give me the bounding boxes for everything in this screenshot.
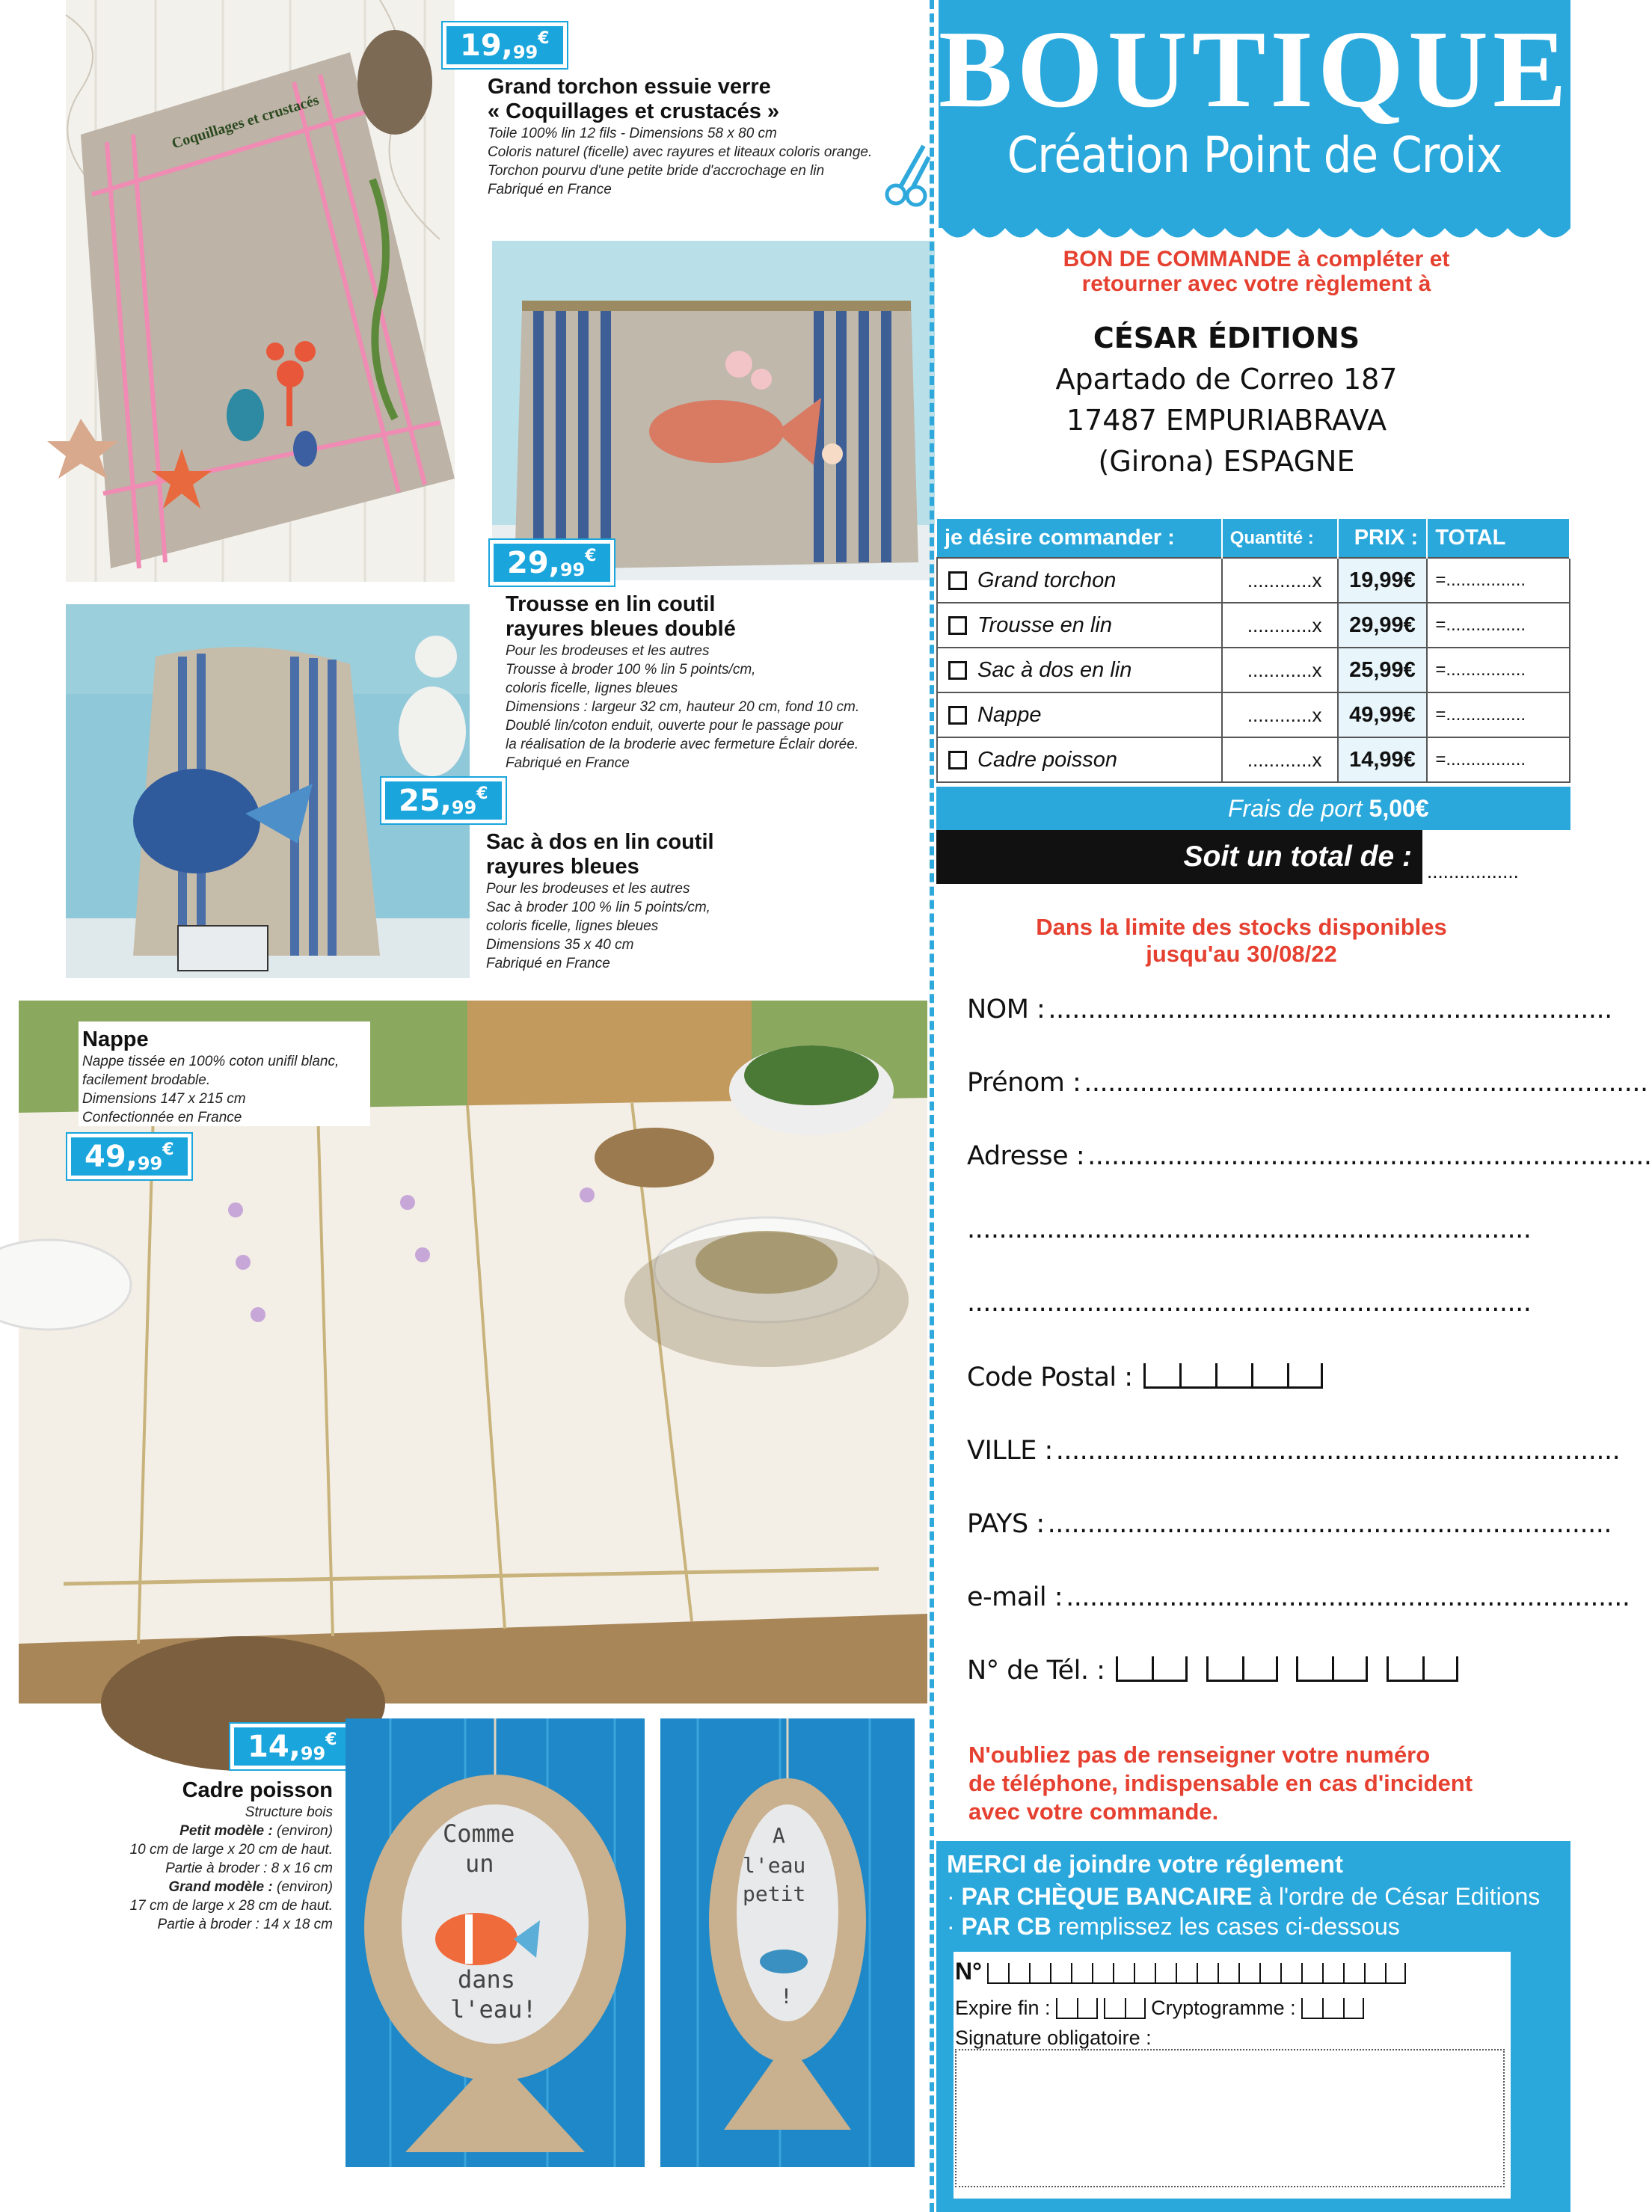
sac-title-1: Sac à dos en lin coutil [486,830,714,854]
adresse-line-2[interactable]: ....................................................................... [967,1214,1532,1244]
signature-label: Signature obligatoire : [955,2027,1152,2049]
order-header-price: PRIX : [1338,519,1428,558]
checkbox-trousse[interactable] [948,616,967,635]
checkbox-sac[interactable] [948,661,967,680]
price-torchon: 19,99€ [443,22,567,68]
total-field[interactable]: =................ [1427,603,1570,648]
total-field[interactable]: =................ [1427,737,1570,782]
price-cadre: 14,99€ [230,1724,354,1769]
cadre-2-text-4: ! [780,1984,793,2009]
stock-notice: Dans la limite des stocks disponibles jusqu'au 30/08/22 [1036,914,1447,967]
boutique-title: BOUTIQUE [939,8,1571,131]
cadre-2-text-3: petit [743,1881,806,1906]
cadre-2-text-1: A [773,1823,785,1848]
checkbox-grand-torchon[interactable] [948,571,967,590]
cadre-2-text-2: l'eau [743,1853,806,1878]
ville-field[interactable]: VILLE : ....................................................................... [967,1436,1621,1466]
trousse-description: Trousse en lin coutil rayures bleues doublé Pour les brodeuses et les autres Trousse à broder 100 % lin 5 points/cm, coloris ficelle, lignes bleues Dimensions : largeur 32 cm, hauteur 20 cm, fond 10 cm. Doublé lin/coton enduit, ouverte pour le passage pour la réalisation de la broderie avec fermeture Éclair dorée. Fabriqué en France [506,592,924,772]
header-wave [939,217,1570,247]
cut-line [930,0,934,2212]
expiry-field[interactable]: Expire fin : [955,1997,1146,2019]
trousse-photo [492,241,935,580]
cadre-1-text-3: dans [458,1965,516,1994]
payment-title: MERCI de joindre votre réglement [947,1850,1343,1878]
qty-field[interactable]: ............x [1222,558,1338,603]
payment-cb: · PAR CB remplissez les cases ci-dessous [947,1913,1400,1940]
cadre-photo-1 [346,1718,645,2167]
grand-total-label: Soit un total de : [936,830,1422,884]
grand-total-field[interactable]: ................. [1427,860,1519,882]
qty-field[interactable]: ............x [1222,648,1338,692]
company-name: CÉSAR ÉDITIONS [1093,322,1360,354]
order-header-product: je désire commander : [937,519,1222,558]
order-row: Nappe ............x 49,99€ =................ [937,692,1570,737]
sac-title-2: rayures bleues [486,855,639,879]
card-details-box [954,1952,1511,2199]
shipping-address: CÉSAR ÉDITIONS Apartado de Correo 187 17487 EMPURIABRAVA (Girona) ESPAGNE [987,318,1466,482]
price-trousse: 29,99€ [490,540,614,586]
torchon-title-1: Grand torchon essuie verre [488,75,771,99]
code-postal-field[interactable]: Code Postal : [967,1362,1323,1395]
cadre-description: Cadre poisson Structure bois Petit modèle : (environ) 10 cm de large x 20 cm de haut. Partie à broder : 8 x 16 cm Grand modèle : (environ) 17 cm de large x 28 cm de haut. Partie à broder : 14 x 18 cm [75,1778,333,1934]
pays-field[interactable]: PAYS : ....................................................................... [967,1509,1612,1539]
card-number-field[interactable]: N° [955,1958,1406,1985]
trousse-title-2: rayures bleues doublé [506,617,736,641]
adresse-line-3[interactable]: ....................................................................... [967,1288,1532,1318]
torchon-title-2: « Coquillages et crustacés » [488,99,780,123]
nappe-title: Nappe [82,1027,149,1051]
price-sac: 25,99€ [381,778,506,823]
qty-field[interactable]: ............x [1222,692,1338,737]
nom-field[interactable]: NOM : ....................................................................... [967,995,1612,1024]
total-field[interactable]: =................ [1427,558,1570,603]
cadre-title: Cadre poisson [182,1778,333,1802]
nappe-description: Nappe Nappe tissée en 100% coton unifil blanc, facilement brodable. Dimensions 147 x 215 cm Confectionnée en France [82,1027,366,1127]
adresse-field[interactable]: Adresse : ....................................................................... [967,1141,1652,1171]
torchon-photo [66,0,455,582]
torchon-embroidery-text: Coquillages et crustacés [170,91,322,153]
email-field[interactable]: e-mail : ....................................................................... [967,1582,1630,1612]
scissors-icon [882,142,935,209]
cadre-1-text-4: l'eau! [450,1995,537,2024]
boutique-subtitle: Création Point de Croix [1007,126,1502,184]
tel-field[interactable]: N° de Tél. : [967,1656,1458,1689]
checkbox-cadre[interactable] [948,751,967,769]
phone-reminder: N'oubliez pas de renseigner votre numéro de téléphone, indispensable en cas d'incident avec votre commande. [968,1742,1473,1825]
checkbox-nappe[interactable] [948,706,967,725]
shipping-fee: Frais de port 5,00€ [936,787,1570,830]
order-table [936,519,1570,783]
total-field[interactable]: =................ [1427,648,1570,692]
boutique-header [939,0,1570,228]
qty-field[interactable]: ............x [1222,737,1338,782]
order-row: Cadre poisson ............x 14,99€ =................ [937,737,1570,782]
order-intro: BON DE COMMANDE à compléter et retourner avec votre règlement à [1063,247,1450,296]
trousse-title-1: Trousse en lin coutil [506,592,716,616]
signature-area[interactable] [955,2049,1505,2187]
cadre-1-text-2: un [465,1849,494,1878]
sac-description: Sac à dos en lin coutil rayures bleues Pour les brodeuses et les autres Sac à broder 100 % lin 5 points/cm, coloris ficelle, lignes bleues Dimensions 35 x 40 cm Fabriqué en France [486,830,920,973]
total-field[interactable]: =................ [1427,692,1570,737]
order-row: Trousse en lin ............x 29,99€ =................ [937,603,1570,648]
qty-field[interactable]: ............x [1222,603,1338,648]
order-header-qty: Quantité : [1222,519,1338,558]
torchon-description: Grand torchon essuie verre « Coquillages et crustacés » Toile 100% lin 12 fils - Dimensions 58 x 80 cm Coloris naturel (ficelle) avec rayures et liteaux coloris orange. Torchon pourvu d'une petite bride d'accrochage en lin Fabriqué en France [488,75,906,199]
order-header-total: TOTAL [1427,519,1570,558]
cadre-1-text-1: Comme [443,1819,515,1848]
cvv-field[interactable]: Cryptogramme : [1151,1997,1364,2019]
order-row: Sac à dos en lin ............x 25,99€ =................ [937,648,1570,692]
cadre-photo-2 [660,1718,915,2167]
prenom-field[interactable]: Prénom : ....................................................................... [967,1068,1648,1098]
price-nappe: 49,99€ [67,1134,191,1179]
order-row: Grand torchon ............x 19,99€ =................ [937,558,1570,603]
payment-cheque: · PAR CHÈQUE BANCAIRE à l'ordre de César Editions [947,1883,1541,1910]
